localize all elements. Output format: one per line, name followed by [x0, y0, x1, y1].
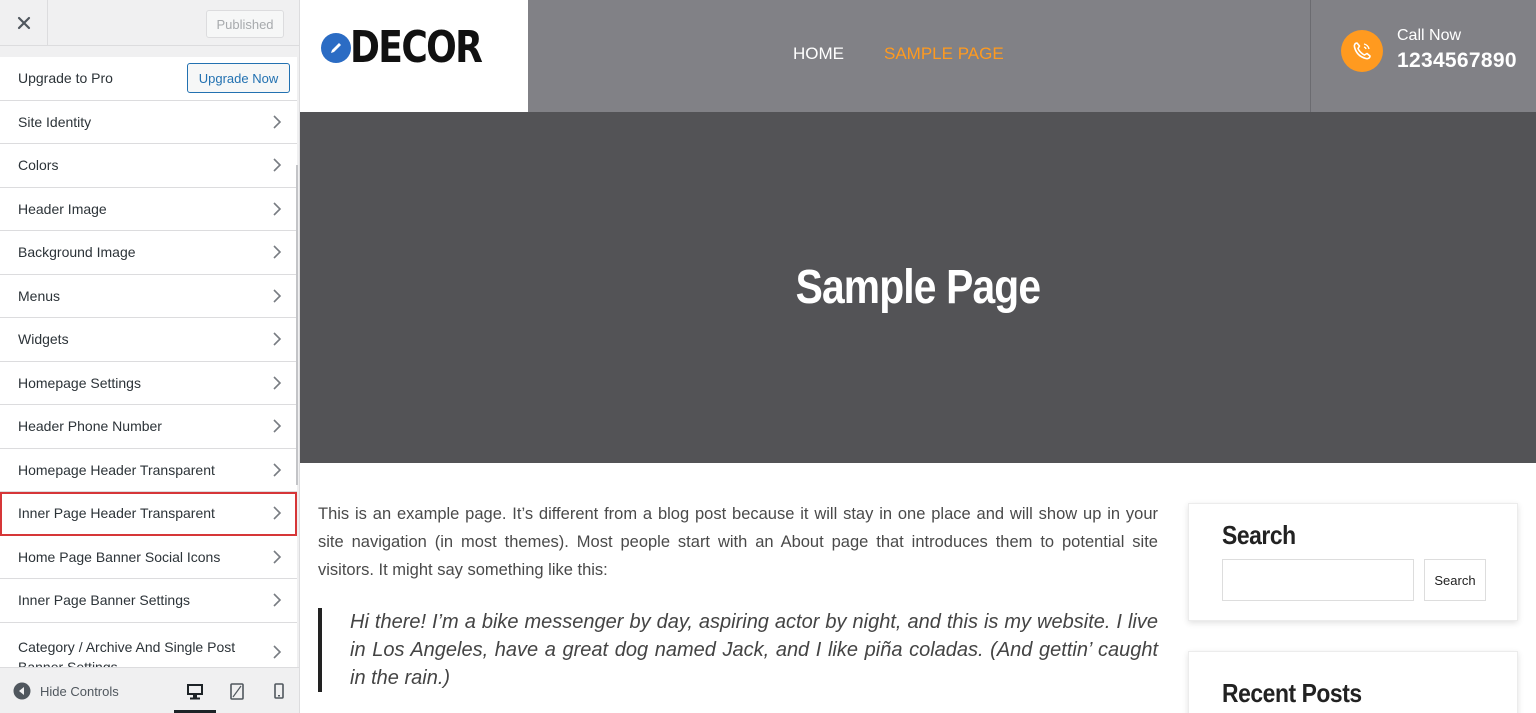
- site-header: [300, 0, 1536, 112]
- published-button[interactable]: Published: [206, 10, 284, 38]
- upgrade-now-button[interactable]: [187, 63, 290, 93]
- sidebar-item-label: Homepage Header Transparent: [18, 461, 215, 478]
- sidebar-item-menus[interactable]: [0, 275, 297, 319]
- quote-text: Hi there! I’m a bike messenger by day, aspiring actor by night, and this is my website. I live in Los Angeles, have a great dog named Jack, and I like piña coladas. (And gettin’ caught in the rain.): [350, 611, 1158, 689]
- upgrade-to-pro-section: [0, 57, 297, 101]
- sidebar-item-colors[interactable]: [0, 144, 297, 188]
- chevron-right-icon: [271, 592, 283, 608]
- sidebar-item-label: Homepage Settings: [18, 374, 141, 391]
- mobile-icon: [274, 683, 284, 699]
- hide-controls-label: Hide Controls: [40, 683, 119, 699]
- sidebar-item-widgets[interactable]: [0, 318, 297, 362]
- recent-posts-widget: [1188, 651, 1518, 713]
- sidebar-item-header-phone-number[interactable]: [0, 405, 297, 449]
- search-widget-title: Search: [1222, 520, 1296, 550]
- chevron-right-icon: [271, 418, 283, 434]
- sidebar-item-background-image[interactable]: [0, 231, 297, 275]
- close-customizer-button[interactable]: [0, 0, 48, 46]
- close-icon: [17, 16, 31, 30]
- mobile-preview-button[interactable]: [258, 668, 300, 713]
- chevron-right-icon: [271, 505, 283, 521]
- sidebar-scrollbar[interactable]: [296, 165, 298, 485]
- sidebar-item-label: Home Page Banner Social Icons: [18, 548, 221, 565]
- search-form: [1222, 559, 1486, 601]
- collapse-arrow-icon: [13, 682, 31, 700]
- page-banner: [300, 112, 1536, 463]
- site-preview: [300, 0, 1536, 713]
- nav-home[interactable]: HOME: [793, 44, 844, 63]
- search-input[interactable]: [1222, 559, 1414, 601]
- chevron-right-icon: [271, 157, 283, 173]
- search-widget: [1188, 503, 1518, 621]
- phone-icon: [1341, 30, 1383, 72]
- upgrade-now-label: Upgrade Now: [198, 70, 279, 86]
- sidebar-item-home-page-banner-social-icons[interactable]: [0, 536, 297, 580]
- chevron-right-icon: [271, 644, 283, 660]
- sidebar-item-label: Header Image: [18, 200, 107, 217]
- upgrade-label: Upgrade to Pro: [18, 70, 113, 87]
- desktop-icon: [186, 683, 204, 700]
- chevron-right-icon: [271, 244, 283, 260]
- pencil-icon: [321, 33, 351, 63]
- sidebar-item-inner-page-banner-settings[interactable]: [0, 579, 297, 623]
- customizer-panel-list: [0, 57, 297, 683]
- tablet-preview-button[interactable]: [216, 668, 258, 713]
- chevron-right-icon: [271, 114, 283, 130]
- site-logo[interactable]: [300, 0, 528, 112]
- desktop-preview-button[interactable]: [174, 668, 216, 713]
- sidebar-item-label: Colors: [18, 157, 59, 174]
- tablet-icon: [230, 683, 244, 700]
- sidebar-item-label: Site Identity: [18, 113, 92, 130]
- nav-sample-page[interactable]: SAMPLE PAGE: [884, 44, 1004, 63]
- sidebar-item-header-image[interactable]: [0, 188, 297, 232]
- sidebar-item-label: Menus: [18, 287, 61, 304]
- sidebar-item-label: Background Image: [18, 244, 136, 261]
- sidebar-item-inner-page-header-transparent[interactable]: [0, 492, 297, 536]
- sidebar-item-site-identity[interactable]: [0, 101, 297, 145]
- sidebar-item-homepage-settings[interactable]: [0, 362, 297, 406]
- hide-controls-button[interactable]: [13, 668, 119, 713]
- primary-nav: [793, 44, 1004, 64]
- page-title: Sample Page: [795, 261, 1041, 314]
- sidebar-item-label: Category / Archive And Single Post: [18, 638, 236, 655]
- chevron-right-icon: [271, 288, 283, 304]
- customizer-footer: [0, 667, 299, 713]
- chevron-right-icon: [271, 549, 283, 565]
- sidebar-item-label: Inner Page Banner Settings: [18, 592, 191, 609]
- blockquote: [318, 608, 1158, 692]
- chevron-right-icon: [271, 462, 283, 478]
- call-phone-number[interactable]: 1234567890: [1397, 49, 1517, 72]
- sidebar-item-label: Widgets: [18, 331, 69, 348]
- intro-paragraph: This is an example page. It’s different from a blog post because it will stay in one place and will show up in your site navigation (in most themes). Most people start with an About page that introduces them to potential site visitors. It might say something like this:: [318, 505, 1158, 579]
- customizer-header: [0, 0, 299, 46]
- search-button[interactable]: Search: [1424, 559, 1486, 601]
- call-now-block: [1310, 0, 1536, 112]
- sidebar-item-label: Header Phone Number: [18, 418, 162, 435]
- call-now-label: Call Now: [1397, 27, 1462, 44]
- sidebar-item-label: Inner Page Header Transparent: [18, 505, 215, 522]
- chevron-right-icon: [271, 331, 283, 347]
- recent-posts-title: Recent Posts: [1222, 678, 1362, 708]
- page-content: [318, 500, 1158, 692]
- logo-text: DECOR: [350, 22, 482, 73]
- customizer-sidebar: [0, 0, 300, 713]
- sidebar-item-homepage-header-transparent[interactable]: [0, 449, 297, 493]
- chevron-right-icon: [271, 201, 283, 217]
- chevron-right-icon: [271, 375, 283, 391]
